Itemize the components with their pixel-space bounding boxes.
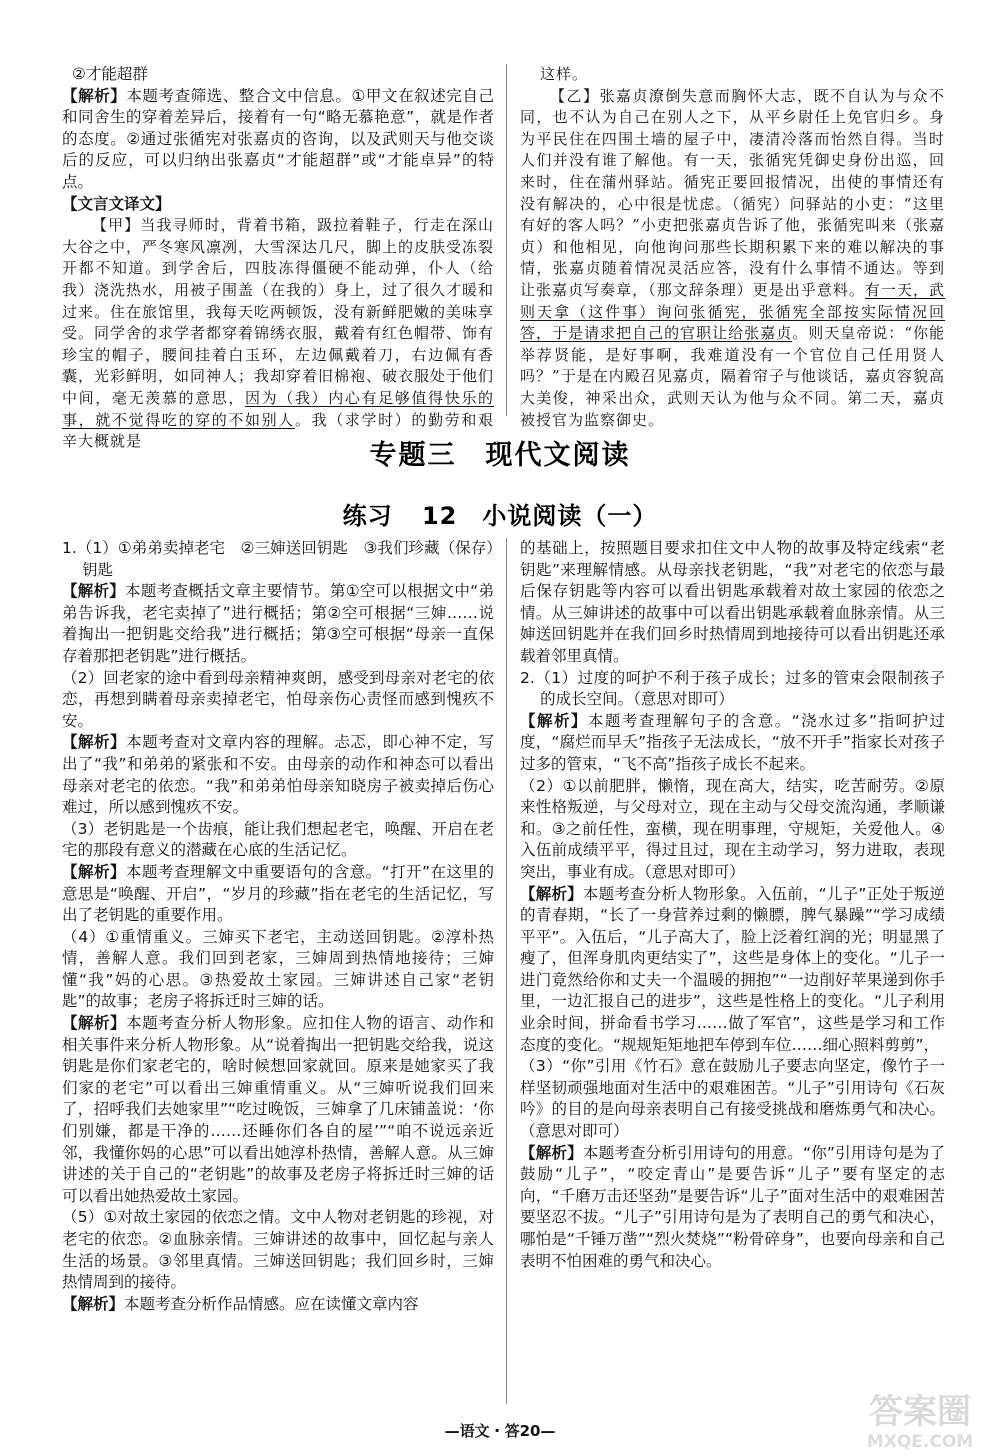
q2-1-analysis	[520, 711, 945, 776]
translation-continuation: 这样。	[540, 65, 589, 83]
watermark-title: 答案圈	[869, 1392, 971, 1432]
q1-1-analysis	[62, 581, 494, 667]
q1-2-answer: （2）回老家的途中看到母亲精神爽朗，感受到母亲对老宅的依恋，再想到瞒着母亲卖掉老宅，怕母亲伤心责怪而感到愧疚不安。	[62, 668, 494, 730]
q1-5-answer: （5）①对故土家园的依恋之情。文中人物对老钥匙的珍视，对老宅的依恋。②血脉亲情。三婶讲述的故事中，回忆起与亲人生活的场景。③邻里真情。三婶送回钥匙；我们回乡时，三婶热情周到的接待。	[62, 1208, 494, 1292]
q1-3-answer: （3）老钥匙是一个齿痕，能让我们想起老宅，唤醒、开启在老宅的那段有意义的潜藏在心底的生活记忆。	[62, 819, 494, 860]
q1-1-analysis-text: 本题考查概括文章主要情节。第①空可以根据文中“弟弟告诉我，老宅卖掉了”进行概括；第②空可根据“三婶……说着掏出一把钥匙交给我”进行概括；第③空可根据“母亲一直保存着那把老钥匙”进行概括。	[62, 582, 494, 665]
q1-2-analysis	[62, 732, 494, 818]
yi-text-1: 张嘉贞潦倒失意而胸怀大志，既不自认为与众不同，也不认为自己在别人之下，从平乡尉任上免官归乡。身为平民住在四围土墙的屋子中，凄清冷落而怡然自得。当时人们并没有谁了解他。	[520, 86, 945, 170]
q1-4-analysis	[62, 1013, 494, 1207]
column-divider-bottom	[506, 538, 507, 1404]
analysis-tag: 【解析】	[520, 884, 583, 903]
q2-3-analysis-text: 本题考查分析引用诗句的用意。“你”引用诗句是为了鼓励“儿子”，“咬定青山”是要告诉“儿子”要有坚定的志向，“千磨万击还坚劲”是要告诉“儿子”面对生活中的艰难困苦要坚忍不拔。“儿子”引用诗句是为了表明自己的勇气和决心，哪怕是“千锤万凿”“烈火焚烧”“粉骨碎身”，也要向母亲和自己表明不怕困难的勇气和决心。	[520, 1143, 945, 1270]
analysis-text: 本题考查筛选、整合文中信息。①甲文在叙述完自己和同舍生的穿着差异后，接着有一句“略无慕艳意”，就是作者的态度。②通过张循宪对张嘉贞的咨询，以及武则天与他交谈后的反应，可以归纳出张嘉贞“才能超群”或“才能卓异”的特点。	[62, 86, 494, 191]
q2-2-analysis	[520, 884, 945, 1057]
q1-1-answer: 1.（1）①弟弟卖掉老宅 ②三婶送回钥匙 ③我们珍藏（保存）钥匙	[62, 539, 494, 579]
yi-underlined-text: 有一天，武则天拿（这件事）询问张循宪，张循宪全部按实际情况回答，于是请求把自己的官职让给张嘉贞	[520, 280, 945, 343]
watermark-url: MXQE.COM	[866, 1432, 974, 1452]
top-right-column	[520, 64, 945, 429]
q2-1-analysis-text: 本题考查理解句子的含意。“浇水过多”指呵护过度，“腐烂而早夭”指孩子无法成长，“放不开手”指家长对孩子过多的管束，“飞不高”指孩子成长不起来。	[520, 711, 945, 773]
jia-end-text: 。我（求学时）的勤劳和艰辛大概就是	[62, 410, 494, 451]
page-footer: —语文・答20—	[444, 1422, 556, 1440]
analysis-tag: 【解析】	[62, 862, 126, 881]
q1-5-analysis-text: 本题考查分析作品情感。应在读懂文章内容	[124, 1294, 419, 1313]
jia-underlined-text: 因为（我）内心有足够值得快乐的事，就不觉得吃的穿的不如别人	[62, 388, 494, 429]
bottom-right-column	[520, 538, 945, 1408]
yi-text-2: 有一天，张循宪凭御史身份出巡，回来时，住在蒲州驿站。循宪正要回报情况，出使的事情还有没有解决的，心中很是忧虑。（循宪）问驿站的小吏：“这里有好的客人吗？”小吏把张嘉贞告诉了他，张循宪叫来（张嘉贞）和他相见，向他询问那些长期积累下来的难以解决的事情，张嘉贞随着情况灵活应答，没有什么事情不通达。等到让张嘉贞写奏章，（那文辞条理）更是出乎意料。	[520, 151, 945, 299]
analysis-tag: 【解析】	[62, 733, 127, 752]
analysis-paragraph	[62, 86, 494, 194]
analysis-tag: 【解析】	[62, 582, 126, 601]
jia-text: 当我寻师时，背着书箱，趿拉着鞋子，行走在深山大谷之中，严冬寒风凛冽，大雪深达几尺，脚上的皮肤受冻裂开都不知道。到学舍后，四肢冻得僵硬不能动弹，仆人（给我）浇洗热水，用被子围盖（在我的）身上，过了很久才暖和过来。住在旅馆里，我每天吃两顿饭，没有新鲜肥嫩的美味享受。同学舍的求学者都穿着锦绣衣服，戴着有红色帽带、饰有珍宝的帽子，腰间挂着白玉环，左边佩戴着刀，右边佩有香囊，光彩鲜明，如同神人；我却穿着旧棉袍、破衣服处于他们中间，毫无羡慕的意思，	[62, 216, 495, 407]
q2-1-answer: 2.（1）过度的呵护不利于孩子成长；过多的管束会限制孩子的成长空间。（意思对即可）	[520, 668, 945, 709]
answer-item-2: ②才能超群	[72, 65, 148, 83]
q2-2-analysis-text: 本题考查分析人物形象。入伍前，“儿子”正处于叛逆的青春期，“长了一身营养过剩的懒膘，脾气暴躁”“学习成绩平平”。入伍后，“儿子高大了，脸上泛着红润的光；明显黑了瘦了，但浑身肌肉更结实了”，这些是身体上的变化。“儿子一进门竟然给你和丈夫一个温暖的拥抱”“一边削好苹果递到你手里，一边汇报自己的进步”，这些是性格上的变化。“儿子利用业余时间，拼命看书学习……做了军官”，这些是学习和工作态度的变化。“规规矩矩地把车停到车位……细心照料剪剪”，	[520, 884, 945, 1054]
column-divider-top	[506, 64, 507, 416]
translation-jia	[62, 215, 494, 453]
bottom-left-column	[62, 538, 494, 1408]
q2-3-analysis	[520, 1143, 945, 1273]
q1-4-analysis-text: 本题考查分析人物形象。应扣住人物的语言、动作和相关事件来分析人物形象。从“说着掏出一把钥匙交给我，说这钥匙是你们家老宅的，啥时候想回家就回。原来是她家买了我们家的老宅”可以看出三婶重情重义。从“三婶听说我们回来了，招呼我们去她家里”“吃过晚饭，三婶拿了几床铺盖说：‘你们别嫌，都是干净的……还睡你们各自的屋’”“咱不说远亲近邻，我懂你妈的心思”可以看出她淳朴热情，善解人意。从三婶讲述的关于自己的“老钥匙”的故事及老房子将拆迁时三婶的话可以看出她热爱故土家园。	[62, 1014, 494, 1205]
analysis-tag: 【解析】	[520, 711, 588, 730]
watermark-logo	[845, 1385, 995, 1451]
top-left-column	[62, 64, 495, 451]
exercise-heading: 练习 12 小说阅读（一）	[342, 502, 658, 530]
q2-2-answer: （2）①以前肥胖，懒惰，现在高大，结实，吃苦耐劳。②原来性格叛逆，与父母对立，现在主动与父母交流沟通，孝顺谦和。③之前任性，蛮横，现在明事理，守规矩，关爱他人。④入伍前成绩平平，得过且过，现在主动学习，努力进取，表现突出，事业有成。（意思对即可）	[520, 776, 945, 881]
q1-2-analysis-text: 本题考查对文章内容的理解。忐忑，即心神不定，写出了“我”和弟弟的紧张和不安。由母亲的动作和神态可以看出母亲对老宅的依恋。“我”和弟弟怕母亲知晓房子被卖掉后伤心难过，所以感到愧疚不安。	[62, 733, 494, 817]
yi-label: 【乙】	[550, 86, 600, 105]
q1-3-analysis	[62, 862, 494, 927]
analysis-tag: 【解析】	[520, 1143, 583, 1162]
q1-5-analysis	[62, 1294, 494, 1316]
analysis-tag: 【解析】	[62, 1014, 127, 1033]
translation-yi	[520, 86, 945, 432]
q1-4-answer: （4）①重情重义。三婶买下老宅，主动送回钥匙。②淳朴热情，善解人意。我们回到老家，三婶周到热情地接待；三婶懂“我”妈的心思。③热爱故土家园。三婶讲述自己家“老钥匙”的故事；老房子将拆迁时三婶的话。	[62, 927, 494, 1011]
analysis-tag: 【解析】	[62, 1294, 125, 1313]
q1-5-analysis-continued: 的基础上，按照题目要求扣住文中人物的故事及特定线索“老钥匙”来理解情感。从母亲找老钥匙，“我”对老宅的依恋与最后保存钥匙等内容可以看出钥匙承载着对故土家园的依恋之情。从三婶讲述的故事中可以看出钥匙承载着血脉亲情。从三婶送回钥匙并在我们回乡时热情周到地接待可以看出钥匙还承载着邻里真情。	[520, 539, 945, 665]
section-heading: 专题三 现代文阅读	[369, 440, 631, 471]
translation-heading: 【文言文译文】	[62, 194, 171, 213]
analysis-tag: 【解析】	[62, 86, 127, 105]
yi-text-3: 。则天皇帝说：“你能举荐贤能，是好事啊，我难道没有一个官位自己任用贤人吗？”于是在内殿召见嘉贞，隔着帘子与他谈话，嘉贞容貌高大美俊，神采出众，武则天认为他与众不同。第二天，嘉贞被授官为监察御史。	[520, 324, 945, 429]
q1-3-analysis-text: 本题考查理解文中重要语句的含意。“打开”在这里的意思是“唤醒、开启”，“岁月的珍藏”指在老宅的生活记忆，写出了老钥匙的重要作用。	[62, 862, 494, 925]
jia-label: 【甲】	[92, 216, 141, 235]
q2-3-answer: （3）“你”引用《竹石》意在鼓励儿子要志向坚定，像竹子一样坚韧顽强地面对生活中的艰难困苦。“儿子”引用诗句《石灰吟》的目的是向母亲表明自己有接受挑战和磨炼勇气和决心。（意思对即可）	[520, 1057, 945, 1141]
